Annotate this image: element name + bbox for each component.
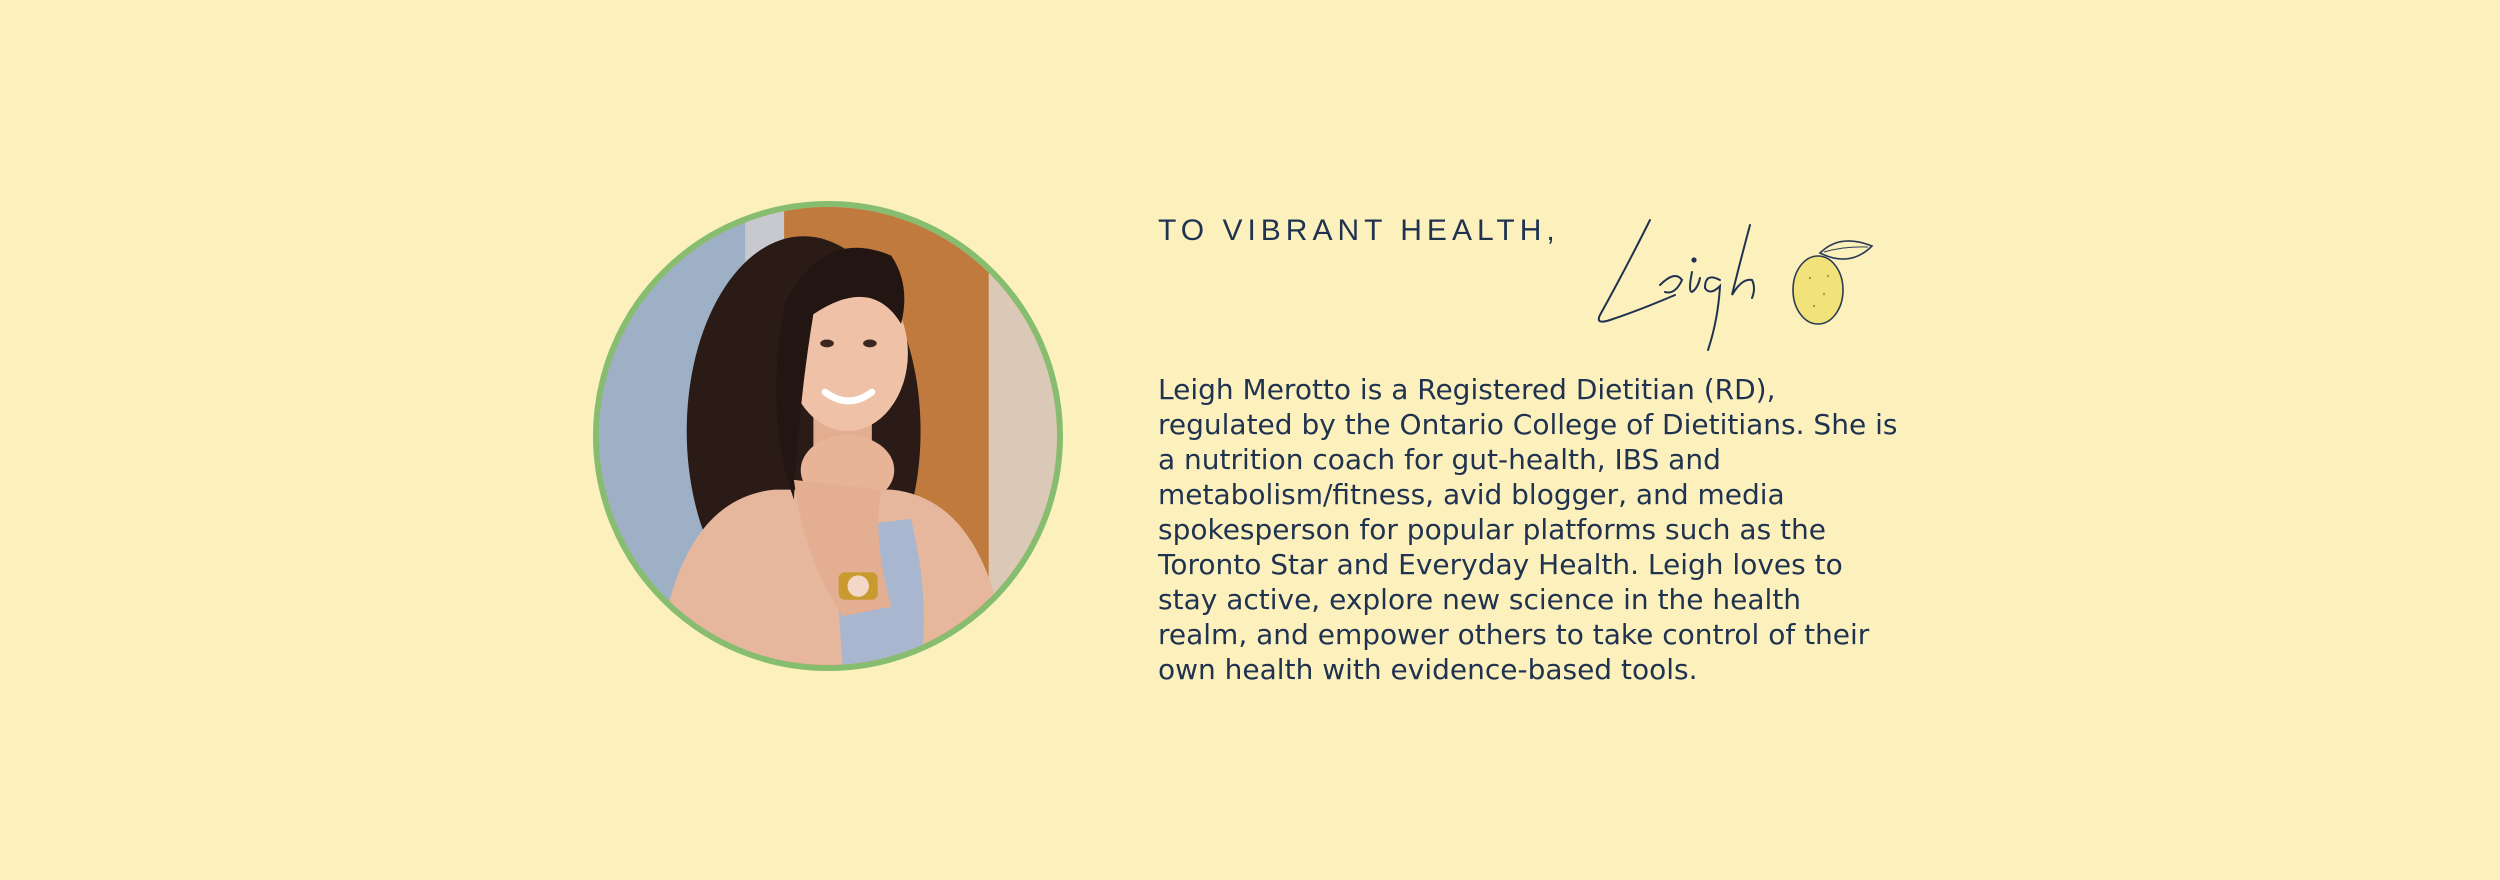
- bio-paragraph: Leigh Merotto is a Registered Dietitian (RD), regulated by the Ontario College of Dietitians. She is a nutrition coach for gut-health, IBS and metabolism/fitness, avid blogger, and media spokesperson for popular platforms such as the Toronto Star and Everyday Health. Leigh loves to stay active, explore new science in the health realm, and empower others to take control of their own health with evidence-based tools.: [1158, 373, 1898, 686]
- signature-logo: [1580, 200, 1780, 360]
- signoff-heading: TO VIBRANT HEALTH,: [1158, 214, 1560, 247]
- profile-photo: [593, 201, 1063, 671]
- lemon-icon: [1790, 228, 1875, 328]
